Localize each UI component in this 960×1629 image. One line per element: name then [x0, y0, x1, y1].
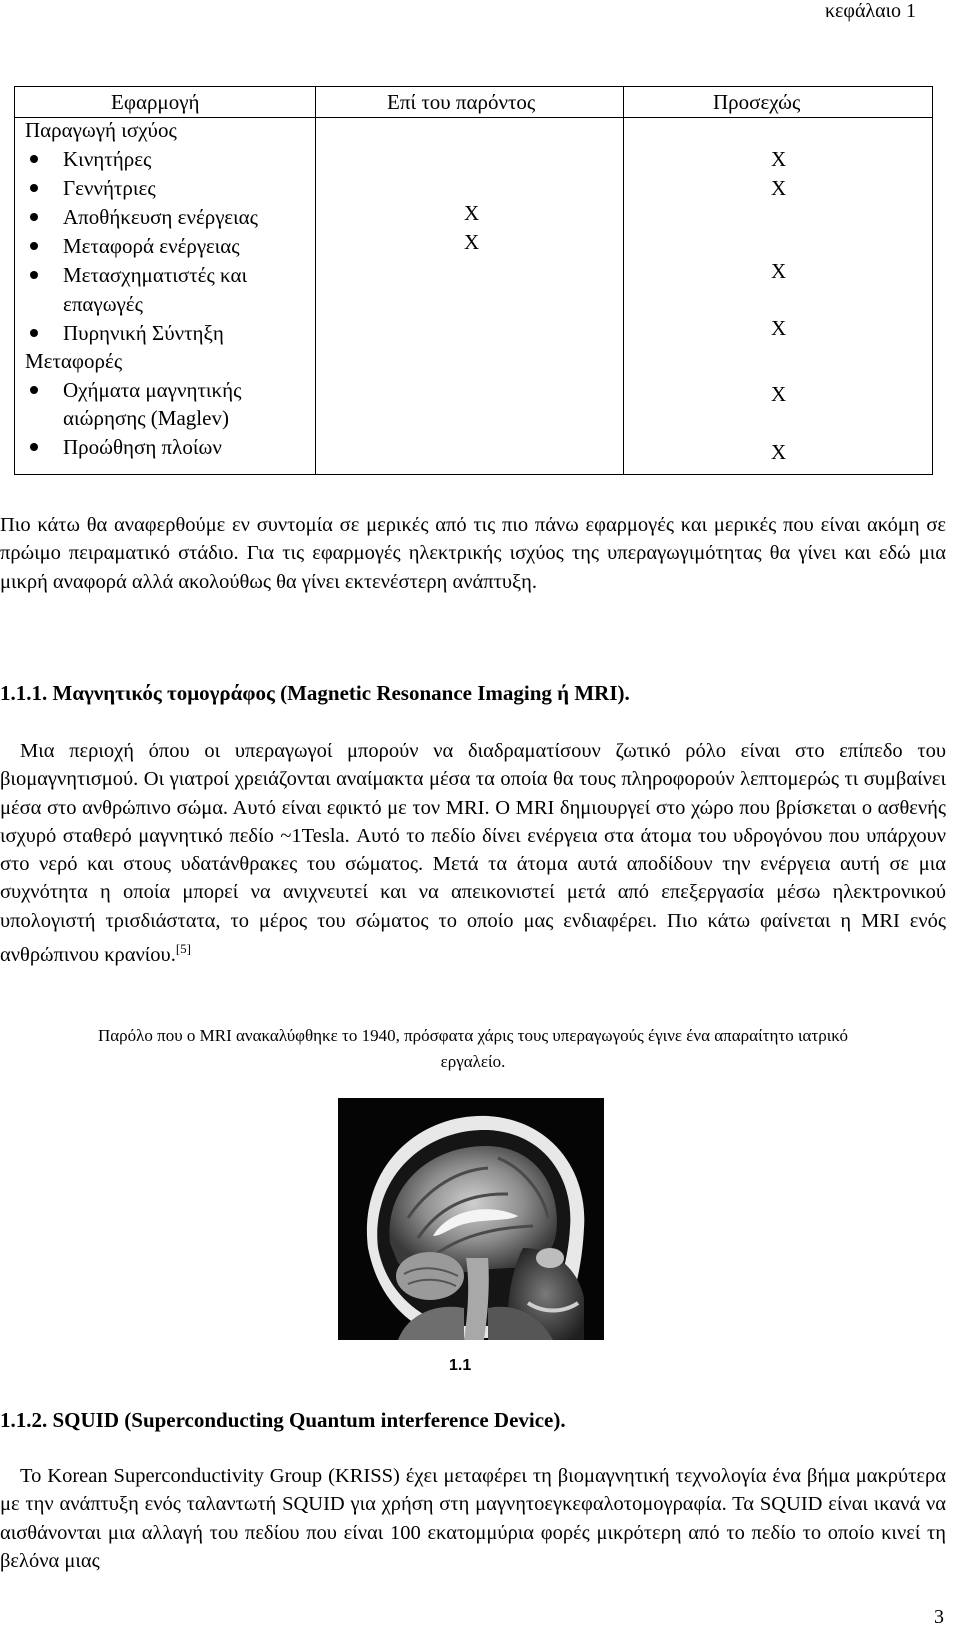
bullet [30, 271, 38, 279]
list-item-continued: επαγωγές [63, 292, 143, 316]
list-item: Προώθηση πλοίων [63, 435, 222, 459]
group-transport: Μεταφορές [25, 349, 123, 373]
column-divider [623, 87, 624, 474]
bullet [30, 443, 38, 451]
text-line: εκτενέστερη ανάπτυξη. [344, 570, 537, 593]
text-line: που είναι 100 εκατομμύρια φορές μικρότερη από το πεδίο το οποίο κινεί τη βελόνα μιας [0, 1521, 946, 1572]
text-line: Το Korean Superconductivity Group (KRISS) έχει μεταφέρει τη βιομαγνητική τεχνολογία [20, 1465, 767, 1487]
list-item: Κινητήρες [63, 147, 152, 171]
mark-upcoming: X [771, 382, 787, 406]
mri-paragraph [0, 737, 946, 969]
list-item: Μετασχηματιστές και [63, 263, 248, 287]
text-line: κάτω φαίνεται η MRI ενός ανθρώπινου κρανίου. [0, 909, 947, 966]
mri-brain-image [338, 1098, 604, 1376]
page-number: 3 [934, 1606, 944, 1628]
list-item: Οχήματα μαγνητικής [63, 378, 242, 402]
text-line: Πιο κάτω θα αναφερθούμε εν συντομία σε μερικές από τις πιο πάνω εφαρμογές και μερικές [0, 514, 777, 536]
text-line: ~1Tesla. Αυτό το πεδίο δίνει ενέργεια στα άτομα του υδρογόνου που υπάρχουν στο νερό και [0, 824, 947, 876]
bullet [30, 213, 38, 221]
mark-upcoming: X [771, 259, 787, 283]
group-power-generation: Παραγωγή ισχύος [25, 118, 177, 142]
text-line: που είναι ακόμη σε πρώιμο πειραματικό στάδιο. Για τις εφαρμογές ηλεκτρικής ισχύος της [0, 514, 947, 565]
bullet [30, 386, 38, 394]
text-line: συχνότητα η οποία μπορεί να ανιχνευτεί και να απεικονιστεί μετά από επεξεργασία μέσω [0, 881, 821, 904]
table-header-upcoming: Προσεχώς [713, 90, 801, 114]
running-header: κεφάλαιο 1 [824, 0, 916, 22]
bullet [30, 242, 38, 250]
section-heading-squid: 1.1.2. SQUID (Superconducting Quantum interference Device). [0, 1408, 566, 1432]
text-line: ηλεκτρονικού υπολογιστή τρισδιάστατα, το μέρος του σώματος το οποίο μας ενδιαφέρει. Πιο [0, 881, 947, 932]
mark-upcoming: X [771, 176, 787, 200]
mark-upcoming: X [771, 316, 787, 340]
bullet [30, 184, 38, 192]
figure-label: 1.1 [449, 1357, 472, 1374]
text-line: MRI. Ο MRI δημιουργεί στο χώρο που βρίσκεται ο ασθενής ισχυρό σταθερό μαγνητικό πεδίο [0, 796, 947, 847]
squid-paragraph [0, 1462, 946, 1575]
mark-upcoming: X [771, 440, 787, 464]
table-header-application: Εφαρμογή [111, 90, 200, 114]
table-header-current: Επί του παρόντος [387, 90, 536, 114]
bullet [30, 329, 38, 337]
text-line: Μια περιοχή όπου οι υπεραγωγοί μπορούν να διαδραματίσουν ζωτικό ρόλο είναι στο [20, 740, 825, 762]
note-line: εργαλείο. [440, 1052, 506, 1071]
mark-current: X [464, 230, 480, 254]
mri-brain-figure [338, 1098, 604, 1376]
mark-upcoming: X [771, 147, 787, 171]
citation-ref: [5] [175, 941, 191, 957]
list-item: Πυρηνική Σύντηξη [63, 321, 224, 345]
text-line: επίπεδο του βιομαγνητισμού. Οι γιατροί χρειάζονται αναίμακτα μέσα τα οποία θα τους [0, 740, 946, 791]
text-line: ένα βήμα μακρύτερα με την ανάπτυξη ενός ταλαντωτή SQUID για χρήση στη [0, 1465, 946, 1516]
list-item: Μεταφορά ενέργειας [63, 234, 240, 258]
bullet [30, 155, 38, 163]
column-divider [315, 87, 316, 474]
mark-current: X [464, 201, 480, 225]
note-line: Παρόλο που ο MRI ανακαλύφθηκε το 1940, πρόσφατα χάρις τους υπεραγωγούς έγινε ένα απαραίτητο ιατρικό [97, 1026, 849, 1045]
text-line: μαγνητοεγκεφαλοτομογραφία. Τα SQUID είναι ικανά να αισθάνονται μια αλλαγή του πεδίου [0, 1493, 946, 1544]
list-item-continued: αιώρησης (Maglev) [63, 406, 229, 430]
list-item: Αποθήκευση ενέργειας [63, 205, 258, 229]
text-line: υπεραγωγιμότητας θα γίνει και εδώ μια μικρή αναφορά αλλά ακολούθως θα γίνει [0, 542, 947, 593]
intro-paragraph [0, 511, 946, 596]
section-heading-mri: 1.1.1. Μαγνητικός τομογράφος (Magnetic Resonance Imaging ή MRI). [0, 681, 630, 705]
applications-table [14, 86, 933, 475]
list-item: Γεννήτριες [63, 176, 156, 200]
mri-note [0, 1023, 946, 1075]
text-line: στους υδατάνθρακες του σώματος. Μετά τα άτομα αυτά αποδίδουν την ενέργεια αυτή σε μια [123, 853, 947, 876]
text-line: πληροφορούν λεπτομερώς τι συμβαίνει μέσα στο ανθρώπινο σώμα. Αυτό είναι εφικτό με τον [0, 768, 947, 819]
